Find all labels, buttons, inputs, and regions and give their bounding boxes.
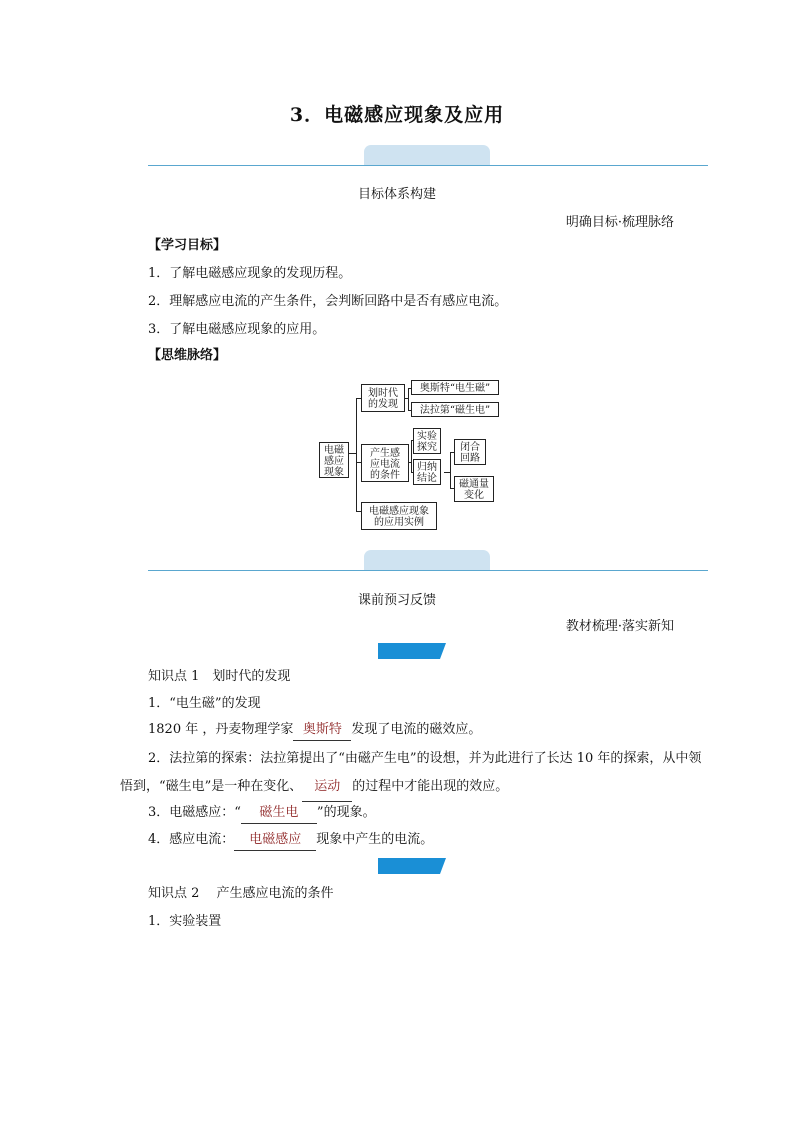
objectives-label: 【学习目标】 (148, 238, 227, 253)
section-divider (148, 570, 708, 571)
fill-blank: 奥斯特 (293, 720, 351, 741)
section-badge (378, 643, 446, 659)
mindmap-branch: 划时代的发现 (361, 384, 405, 412)
section-badge (378, 858, 446, 874)
mind-map (316, 380, 506, 532)
mindmap-leaf: 磁通量变化 (454, 476, 494, 502)
mindmap-sub: 归纳结论 (413, 459, 441, 485)
mindmap-label: 【思维脉络】 (148, 348, 227, 363)
section-divider (148, 165, 708, 166)
kp2-item: 1．实验装置 (148, 914, 222, 929)
objective-item: 1．了解电磁感应现象的发现历程。 (148, 266, 352, 281)
kp1-item: 1．“电生磁”的发现 (148, 696, 261, 711)
kp1-paragraph: 2．法拉第的探索：法拉第提出了“由磁产生电”的设想，并为此进行了长达 10 年的探索，从中领悟到，“磁生电”是一种在变化、 运动 的过程中才能出现的效应。 (120, 745, 708, 802)
page-title: 3．电磁感应现象及应用 (289, 104, 505, 126)
section-heading: 课前预习反馈 (357, 593, 436, 608)
kp1-item: 3．电磁感应：“ 磁生电 ”的现象。 (148, 803, 376, 824)
kp2-label: 知识点 2 产生感应电流的条件 (148, 886, 334, 901)
section-subheading: 教材梳理·落实新知 (565, 619, 674, 634)
fill-blank: 电磁感应 (234, 830, 316, 851)
section-heading: 目标体系构建 (357, 187, 436, 202)
objective-item: 3．了解电磁感应现象的应用。 (148, 322, 326, 337)
mindmap-leaf: 奥斯特“电生磁” (411, 380, 499, 395)
kp1-label: 知识点 1 划时代的发现 (148, 669, 291, 684)
section-tab (364, 550, 490, 570)
kp1-item: 1820 年 ，丹麦物理学家 奥斯特 发现了电流的磁效应。 (148, 720, 481, 741)
section-subheading: 明确目标·梳理脉络 (565, 215, 674, 230)
mindmap-sub: 实验探究 (413, 428, 441, 454)
mindmap-branch: 电磁感应现象的应用实例 (361, 502, 437, 530)
mindmap-leaf: 闭合回路 (454, 439, 486, 465)
mindmap-root: 电磁感应现象 (319, 442, 349, 478)
objective-item: 2．理解感应电流的产生条件，会判断回路中是否有感应电流。 (148, 294, 508, 309)
fill-blank: 磁生电 (241, 803, 317, 824)
mindmap-leaf: 法拉第“磁生电” (411, 402, 499, 417)
mindmap-branch: 产生感应电流的条件 (361, 444, 409, 482)
fill-blank: 运动 (302, 773, 352, 802)
kp1-item: 4．感应电流： 电磁感应 现象中产生的电流。 (148, 830, 433, 851)
section-tab (364, 145, 490, 165)
